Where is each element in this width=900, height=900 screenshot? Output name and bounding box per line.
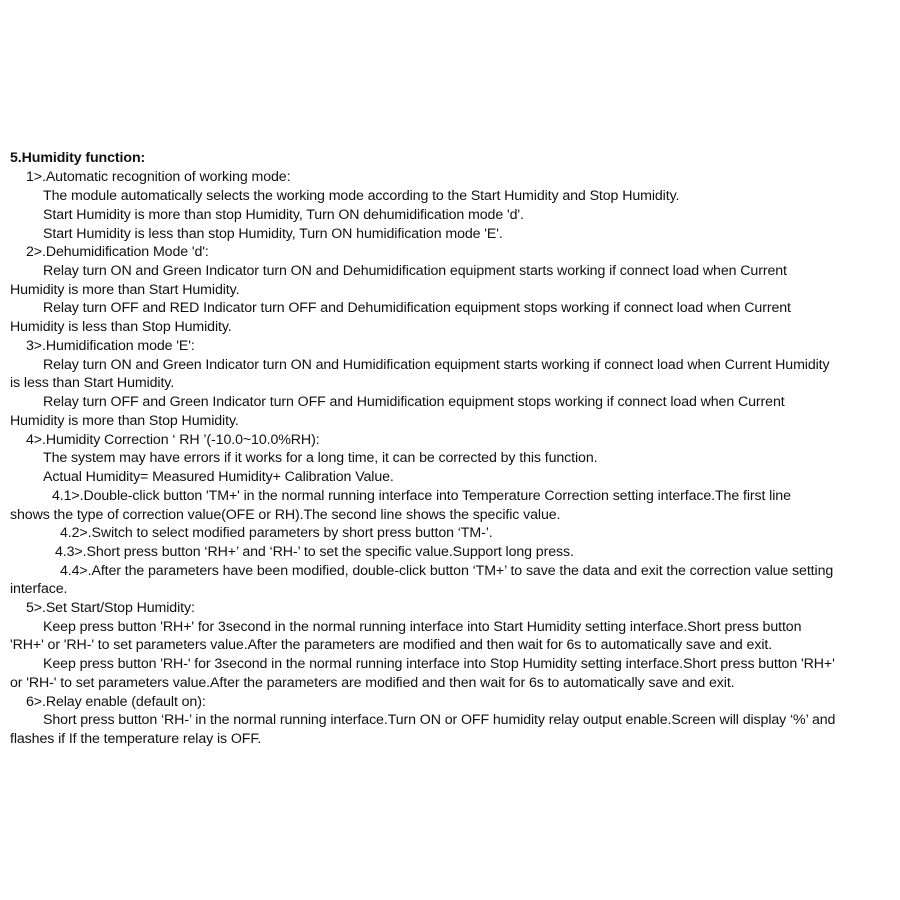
paragraph-line: 4.4>.After the parameters have been modified, double-click button ‘TM+’ to save the data and exit the correction value setting [60, 563, 834, 579]
paragraph-line: is less than Start Humidity. [10, 375, 175, 391]
paragraph-line: interface. [10, 581, 68, 597]
paragraph-line: 'RH+' or 'RH-' to set parameters value.After the parameters are modified and then wait for 6s to automatically save and exit. [10, 637, 773, 653]
paragraph-line: 4.2>.Switch to select modified parameters by short press button ‘TM-’. [60, 525, 493, 541]
paragraph-line: Actual Humidity= Measured Humidity+ Calibration Value. [43, 469, 394, 485]
subsection-heading-1: 1>.Automatic recognition of working mode: [26, 169, 291, 185]
paragraph-line: Humidity is more than Start Humidity. [10, 282, 240, 298]
paragraph-line: Relay turn OFF and Green Indicator turn OFF and Humidification equipment stops working if connect load when Current [43, 394, 785, 410]
subsection-heading-3: 3>.Humidification mode 'E': [26, 338, 195, 354]
paragraph-line: Start Humidity is more than stop Humidity, Turn ON dehumidification mode 'd'. [43, 207, 524, 223]
paragraph-line: 4.3>.Short press button ‘RH+’ and ‘RH-’ to set the specific value.Support long press. [55, 544, 574, 560]
subsection-heading-6: 6>.Relay enable (default on): [26, 694, 206, 710]
paragraph-line: 4.1>.Double-click button 'TM+' in the normal running interface into Temperature Correction setting interface.The first line [52, 488, 791, 504]
paragraph-line: or 'RH-' to set parameters value.After the parameters are modified and then wait for 6s to automatically save and exit. [10, 675, 735, 691]
paragraph-line: Relay turn OFF and RED Indicator turn OFF and Dehumidification equipment stops working if connect load when Current [43, 300, 791, 316]
paragraph-line: Start Humidity is less than stop Humidity, Turn ON humidification mode 'E'. [43, 226, 503, 242]
subsection-heading-5: 5>.Set Start/Stop Humidity: [26, 600, 195, 616]
section-title: 5.Humidity function: [10, 150, 146, 166]
subsection-heading-2: 2>.Dehumidification Mode 'd': [26, 244, 209, 260]
paragraph-line: Humidity is more than Stop Humidity. [10, 413, 239, 429]
subsection-heading-4: 4>.Humidity Correction ‘ RH ’(-10.0~10.0%RH): [26, 432, 320, 448]
paragraph-line: Relay turn ON and Green Indicator turn ON and Humidification equipment starts working if connect load when Current Humidity [43, 357, 830, 373]
paragraph-line: flashes if If the temperature relay is OFF. [10, 731, 262, 747]
paragraph-line: shows the type of correction value(OFE or RH).The second line shows the specific value. [10, 507, 561, 523]
paragraph-line: The system may have errors if it works for a long time, it can be corrected by this function. [43, 450, 598, 466]
paragraph-line: The module automatically selects the working mode according to the Start Humidity and Stop Humidity. [43, 188, 680, 204]
paragraph-line: Keep press button 'RH+' for 3second in the normal running interface into Start Humidity setting interface.Short press button [43, 619, 802, 635]
paragraph-line: Keep press button 'RH-' for 3second in the normal running interface into Stop Humidity setting interface.Short press button 'RH+' [43, 656, 835, 672]
paragraph-line: Humidity is less than Stop Humidity. [10, 319, 232, 335]
paragraph-line: Relay turn ON and Green Indicator turn ON and Dehumidification equipment starts working if connect load when Current [43, 263, 787, 279]
paragraph-line: Short press button ‘RH-’ in the normal running interface.Turn ON or OFF humidity relay output enable.Screen will display ‘%’ and [43, 712, 836, 728]
